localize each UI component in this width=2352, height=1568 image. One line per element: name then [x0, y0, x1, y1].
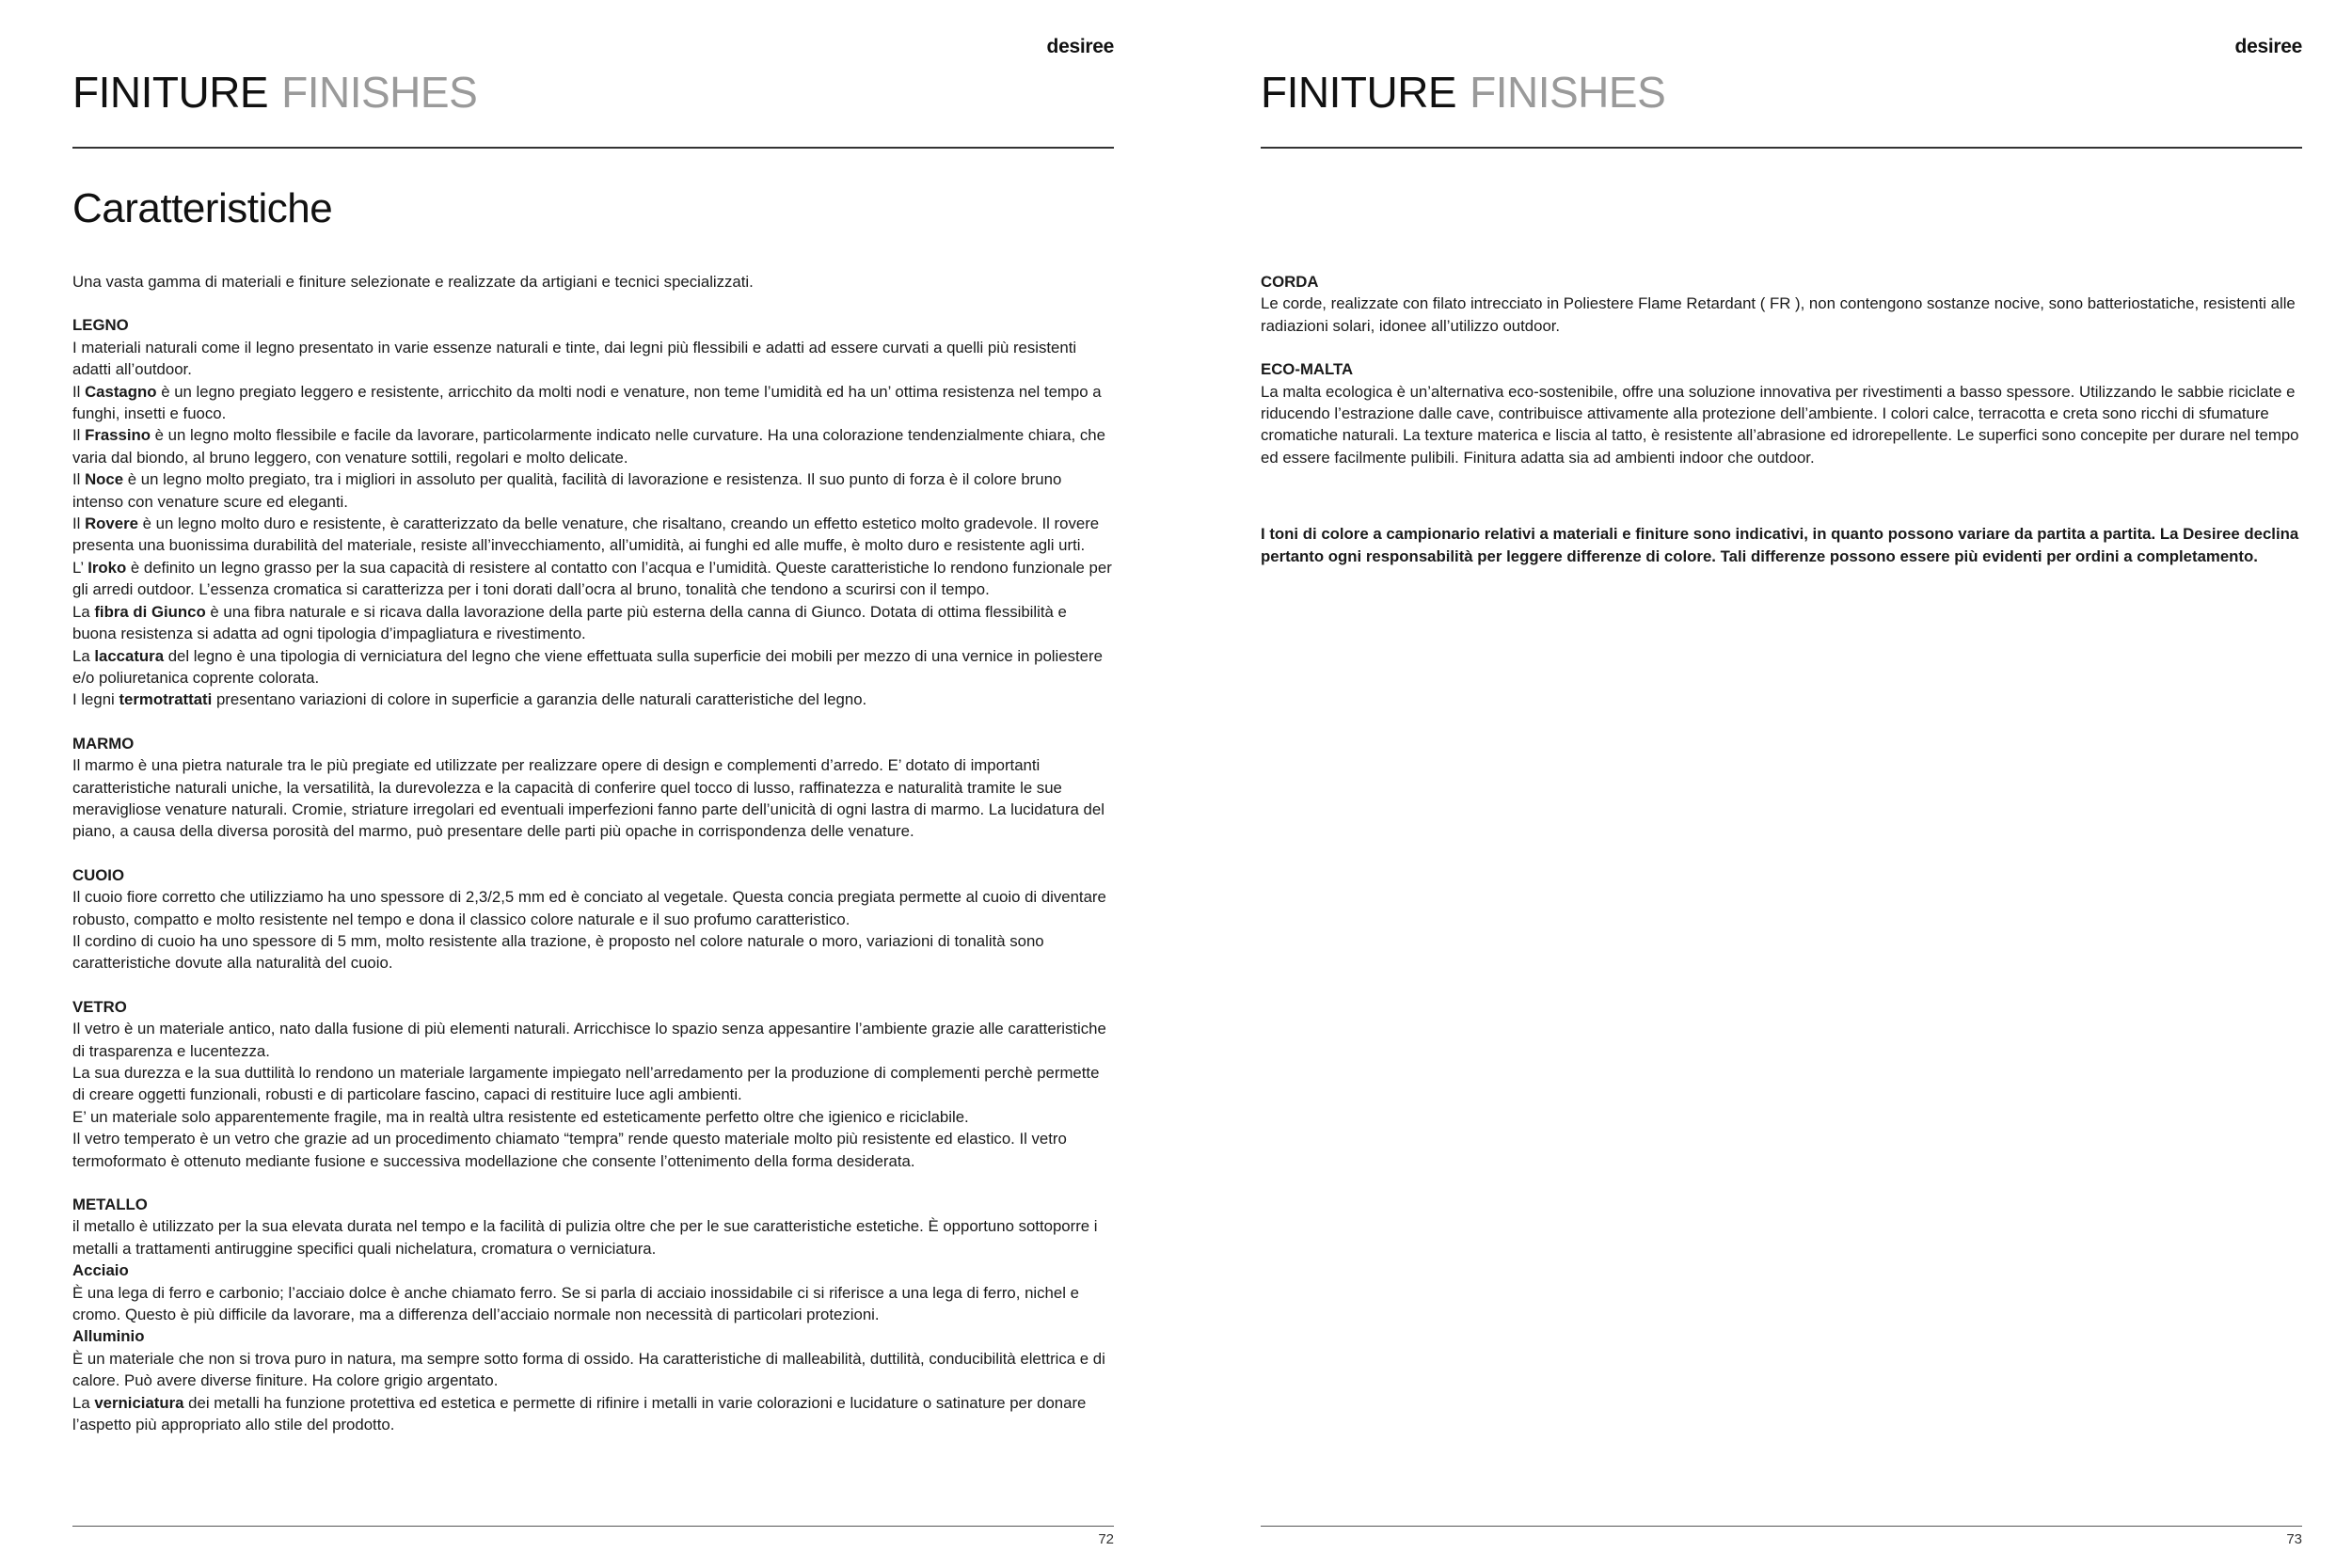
page-number: 72 [1098, 1531, 1114, 1547]
vetro-paragraph-3: E’ un materiale solo apparentemente fragile, ma in realtà ultra resistente ed esteticamente perfetto oltre che igienico e riciclabile. [72, 1107, 969, 1126]
corda-title: CORDA [1261, 273, 1319, 291]
laccatura-term: laccatura [94, 646, 165, 665]
castagno-term: Castagno [85, 382, 157, 401]
noce-term: Noce [85, 470, 124, 489]
page-header-title [1261, 66, 1665, 119]
giunco-paragraph: La fibra di Giunco è una fibra naturale e si ricava dalla lavorazione della parte più esterna della canna di Giunco. Dotata di ottima flessibilità e buona resistenza si adatta ad ogni tipologia d’impagliatura e rivestimento. [72, 602, 1067, 643]
acciaio-paragraph: È una lega di ferro e carbonio; l’acciaio dolce è anche chiamato ferro. Se si parla di acciaio inossidabile ci si riferisce a una lega di ferro, nichel e cromo. Questo è più difficile da lavorare, ma a differenza dell’acciaio normale non necessità di particolari protezioni. [72, 1283, 1079, 1324]
footer-divider [1261, 1526, 2302, 1527]
vetro-paragraph-2: La sua durezza e la sua duttilità lo rendono un materiale largamente impiegato nell’arredamento per la produzione di complementi perchè permette di creare oggetti funzionali, robusti e di particolare fascino, capaci di restituire luce agli ambienti. [72, 1064, 1100, 1104]
alluminio-title: Alluminio [72, 1327, 145, 1346]
eco-malta-paragraph: La malta ecologica è un’alternativa eco-sostenibile, offre una soluzione innovativa per rivestimenti a basso spessore. Utilizzando le sabbie riciclate e riducendo l’estrazione dalle cave, contribuisce attivamente alla protezione dell’ambiente. I colori calce, terracotta e creta sono ricchi di sfumature cromatiche naturali. La texture materica e liscia al tatto, è resistente all’abrasione ed idrorepellente. Le superfici sono concepite per durare nel tempo ed essere facilmente pulibili. Finitura adatta sia ad ambienti indoor che outdoor. [1261, 382, 2299, 467]
cuoio-paragraph: Il cuoio fiore corretto che utilizziamo ha uno spessore di 2,3/2,5 mm ed è conciato al vegetale. Questa concia pregiata permette al cuoio di diventare robusto, compatto e molto resistente nel tempo e dona il classico colore naturale e il suo profumo caratteristico. [72, 888, 1106, 928]
section-heading: Caratteristiche [72, 185, 333, 231]
marmo-section [72, 733, 1114, 843]
header-divider [1261, 147, 2302, 149]
frassino-paragraph: Il Frassino è un legno molto flessibile e facile da lavorare, particolarmente indicato nelle curvature. Ha una colorazione tendenzialmente chiara, che varia dal biondo, al bruno leggero, con venature sottili, regolari e molto delicate. [72, 426, 1105, 467]
metallo-title: METALLO [72, 1196, 148, 1214]
intro-paragraph: Una vasta gamma di materiali e finiture selezionate e realizzate da artigiani e tecnici specializzati. [72, 273, 754, 291]
right-page [1261, 0, 2302, 1568]
metallo-paragraph: il metallo è utilizzato per la sua elevata durata nel tempo e la facilità di pulizia oltre che per le sue caratteristiche estetiche. È opportuno sottoporre i metalli a trattamenti antiruggine specifici quali nichelatura, cromatura o verniciatura. [72, 1217, 1098, 1258]
brand-logo: desiree [1046, 36, 1114, 57]
noce-paragraph: Il Noce è un legno molto pregiato, tra i migliori in assoluto per qualità, facilità di lavorazione e resistenza. Il suo punto di forza è il colore bruno intenso con venature scure ed eleganti. [72, 470, 1062, 511]
metallo-section [72, 1194, 1114, 1435]
vetro-title: VETRO [72, 997, 127, 1016]
left-page [72, 0, 1114, 1568]
corda-section [1261, 271, 2302, 337]
page-number: 73 [2286, 1531, 2302, 1547]
eco-malta-title: ECO-MALTA [1261, 360, 1354, 379]
alluminio-paragraph: È un materiale che non si trova puro in natura, ma sempre sotto forma di ossido. Ha caratteristiche di malleabilità, duttilità, conducibilità elettrica e di calore. Può avere diverse finiture. Ha colore grigio argentato. [72, 1349, 1105, 1390]
right-content [1261, 271, 2302, 567]
vetro-paragraph-1: Il vetro è un materiale antico, nato dalla fusione di più elementi naturali. Arricchisce lo spazio senza appesantire l’ambiente grazie alle caratteristiche di trasparenza e lucentezza. [72, 1020, 1106, 1060]
castagno-paragraph: Il Castagno è un legno pregiato leggero e resistente, arricchito da molti nodi e venature, non teme l’umidità ed ha un’ ottima resistenza nel tempo a funghi, insetti e fuoco. [72, 382, 1102, 423]
header-title-italian: FINITURE [1261, 68, 1457, 117]
termotrattati-paragraph: I legni termotrattati presentano variazioni di colore in superficie a garanzia delle naturali caratteristiche del legno. [72, 690, 867, 709]
cuoio-title: CUOIO [72, 865, 125, 884]
eco-malta-section [1261, 358, 2302, 468]
termotrattati-term: termotrattati [119, 690, 213, 709]
header-title-english: FINISHES [1470, 68, 1666, 117]
corda-paragraph: Le corde, realizzate con filato intrecciato in Poliestere Flame Retardant ( FR ), non contengono sostanze nocive, sono batteriostatiche, resistenti alle radiazioni solari, idonee all’utilizzo outdoor. [1261, 294, 2296, 335]
marmo-title: MARMO [72, 734, 135, 752]
page-header-title [72, 66, 477, 119]
header-title-italian: FINITURE [72, 68, 269, 117]
left-content [72, 271, 1114, 1458]
vetro-paragraph-4: Il vetro temperato è un vetro che grazie ad un procedimento chiamato “tempra” rende questo materiale molto più resistente ed elastico. Il vetro termoformato è ottenuto mediante fusione e successiva modellazione che consente l’ottenimento della forma desiderata. [72, 1130, 1067, 1170]
cordino-paragraph: Il cordino di cuoio ha uno spessore di 5 mm, molto resistente alla trazione, è proposto nel colore naturale o moro, variazioni di tonalità sono caratteristiche dovute alla naturalità del cuoio. [72, 931, 1044, 973]
verniciatura-term: verniciatura [94, 1393, 184, 1412]
rovere-paragraph: Il Rovere è un legno molto duro e resistente, è caratterizzato da belle venature, che risaltano, creando un effetto estetico molto gradevole. Il rovere presenta una buonissima durabilità del materiale, resiste all’invecchiamento, all’umidità, ai funghi ed alle muffe, è molto duro e resistente agli urti. [72, 515, 1100, 555]
brand-logo: desiree [2234, 36, 2302, 57]
vetro-section [72, 996, 1114, 1172]
iroko-term: Iroko [87, 558, 127, 577]
acciaio-title: Acciaio [72, 1261, 129, 1280]
header-divider [72, 147, 1114, 149]
giunco-term: fibra di Giunco [94, 602, 206, 621]
cuoio-section [72, 864, 1114, 974]
legno-title: LEGNO [72, 316, 129, 335]
color-disclaimer: I toni di colore a campionario relativi a materiali e finiture sono indicativi, in quanto possono variare da partita a partita. La Desiree declina pertanto ogni responsabilità per leggere differenze di colore. Tali differenze possono essere più evidenti per ordini a completamento. [1261, 525, 2299, 565]
footer-divider [72, 1526, 1114, 1527]
iroko-paragraph: L’ Iroko è definito un legno grasso per la sua capacità di resistere al contatto con l’acqua e l’umidità. Queste caratteristiche lo rendono funzionale per gli arredi outdoor. L’essenza cromatica si caratterizza per i toni dorati dall’ocra al bruno, tonalità che tendono a scurirsi con il tempo. [72, 558, 1112, 599]
verniciatura-paragraph: La verniciatura dei metalli ha funzione protettiva ed estetica e permette di rifinire i metalli in varie colorazioni e lucidature o satinature per donare l’aspetto più appropriato allo stile del prodotto. [72, 1393, 1087, 1434]
legno-paragraph: I materiali naturali come il legno presentato in varie essenze naturali e tinte, dai legni più flessibili e adatti ad essere curvati a quelli più resistenti adatti all’outdoor. [72, 338, 1077, 379]
legno-section [72, 314, 1114, 710]
marmo-paragraph: Il marmo è una pietra naturale tra le più pregiate ed utilizzate per realizzare opere di design e complementi d’arredo. E’ dotato di importanti caratteristiche naturali uniche, la versatilità, la durevolezza e la capacità di conferire quel tocco di lusso, raffinatezza e naturalità tramite le sue meravigliose venature naturali. Cromie, striature irregolari ed eventuali imperfezioni fanno parte dell’unicità di ogni lastra di marmo. La lucidatura del piano, a causa della diversa porosità del marmo, può presentare delle parti più opache in corrispondenza delle venature. [72, 756, 1104, 841]
header-title-english: FINISHES [281, 68, 478, 117]
frassino-term: Frassino [85, 426, 151, 445]
rovere-term: Rovere [85, 515, 138, 533]
laccatura-paragraph: La laccatura del legno è una tipologia di verniciatura del legno che viene effettuata sulla superficie dei mobili per mezzo di una vernice in poliestere e/o poliuretanica coprente colorata. [72, 646, 1103, 687]
